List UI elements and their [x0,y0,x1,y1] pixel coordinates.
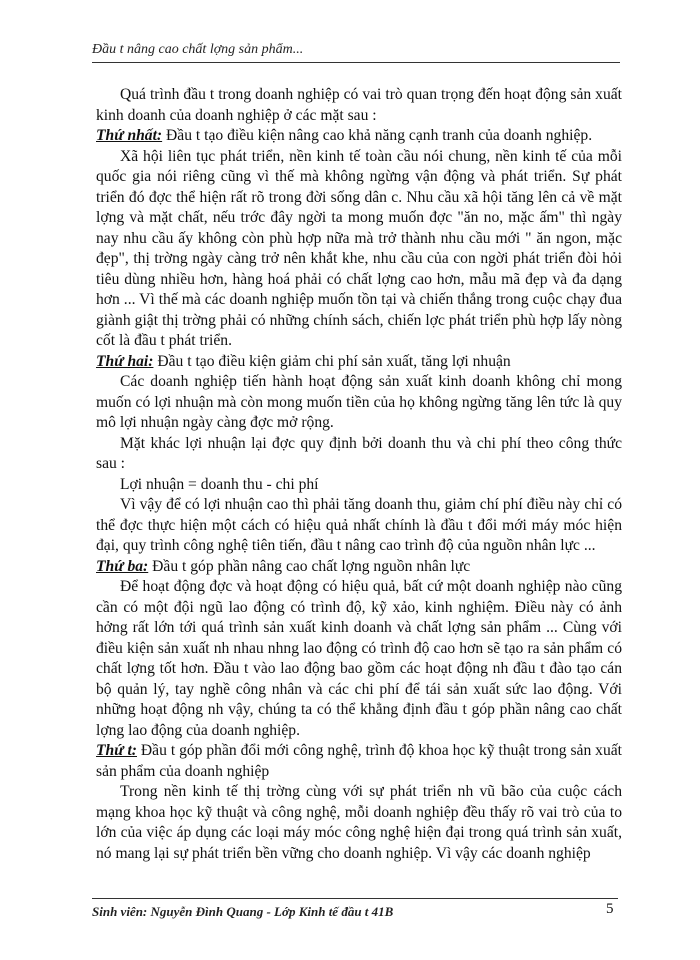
section-3-heading [96,557,622,578]
paragraph-3: Các doanh nghiệp tiến hành hoạt động sản xuất kinh doanh không chỉ mong muốn có lợi nhuận mà còn mong muốn tiền của họ không ngừng tăng lên tức là quy mô lợi nhuận ngày càng đợc mở rộng. [96,373,622,431]
paragraph-2: Xã hội liên tục phát triển, nền kinh tế toàn cầu nói chung, nền kinh tế của mỗi quốc gia nói riêng cũng vì thế mà không ngừng vận động và phát triển. Sự phát triển đó đợc thể hiện rất rõ trong đời sống dân c. Nhu cầu xã hội tăng lên cả về mặt lợng và mặt chất, nếu trớc đây ngời ta mong muốn đợc "ăn no, mặc ấm" thì ngày nay nhu cầu ấy không còn phù hợp nữa mà trở thành nhu cầu mới " ăn ngon, mặc đẹp", thị trờng ngày càng trở nên khắt khe, nhu cầu của con ngời phát triển đòi hỏi tiêu dùng nhiều hơn, hàng hoá phải có chất lợng cao hơn, mẫu mã đẹp và đa dạng hơn ... Vì thế mà các doanh nghiệp muốn tồn tại và chiến thắng trong cuộc chạy đua giành giật thị trờng phải có những chính sách, chiến lợc phát triển phù hợp lấy nòng cốt là đầu t phát triển. [96,147,622,349]
section-3-title: Đầu t góp phần nâng cao chất lợng nguồn nhân lực [148,557,471,575]
paragraph-4: Mặt khác lợi nhuận lại đợc quy định bởi doanh thu và chi phí theo công thức sau : [96,434,622,472]
paragraph-intro: Quá trình đầu t trong doanh nghiệp có vai trò quan trọng đến hoạt động sản xuất kinh doanh của doanh nghiệp ở các mặt sau : [96,86,622,124]
formula-line: Lợi nhuận = doanh thu - chi phí [120,475,319,493]
section-4-title: Đầu t góp phần đổi mới công nghệ, trình độ khoa học kỹ thuật trong sản xuất sản phẩm của doanh nghiệp [96,742,623,780]
section-1-lead: Thứ nhất: [96,127,163,144]
section-4-heading [96,741,622,782]
section-4-lead: Thứ t: [96,742,137,759]
section-1-heading [96,126,622,147]
paragraph-7: Để hoạt động đợc và hoạt động có hiệu quả, bất cứ một doanh nghiệp nào cũng cần có một đội ngũ lao động có trình độ, kỹ xảo, kinh nghiệm. Điều này có ảnh hởng rất lớn tới quá trình sản xuất kinh doanh và chất lợng sản phẩm ... Cùng với điều kiện sản xuất nh nhau nhng lao động có trình độ cao hơn sẽ tạo ra sản phẩm có chất lợng tốt hơn. Đầu t vào lao động bao gồm các hoạt động nh đầu t đào tạo cán bộ quản lý, tay nghề công nhân và các chi phí để tái sản xuất sức lao động. Với những hoạt động nh vậy, chúng ta có thể khẳng định đầu t góp phần nâng cao chất lợng lao động của doanh nghiệp. [96,578,622,739]
section-2-lead: Thứ hai: [96,352,154,370]
page-number: 5 [606,901,614,917]
section-1-title: Đầu t tạo điều kiện nâng cao khả năng cạnh tranh của doanh nghiệp. [162,127,593,144]
paragraph-6: Vì vậy để có lợi nhuận cao thì phải tăng doanh thu, giảm chí phí điều này chỉ có thể đợc thực hiện một cách có hiệu quả nhất chính là đầu t đổi mới máy móc hiện đại, quy trình công nghệ tiên tiến, đầu t nâng cao trình độ của nguồn nhân lực ... [96,496,622,554]
footer-author: Sinh viên: Nguyễn Đình Quang - Lớp Kinh tế đầu t 41B [92,904,394,919]
header-divider [92,62,620,63]
running-header: Đầu t nâng cao chất lợng sản phẩm... [92,42,304,57]
section-2-heading [96,352,622,373]
document-body [96,85,622,864]
footer-divider [92,898,618,899]
section-2-title: Đầu t tạo điều kiện giảm chi phí sản xuất, tăng lợi nhuận [153,352,511,370]
paragraph-8: Trong nền kinh tế thị trờng cùng với sự phát triển nh vũ bão của cuộc cách mạng khoa học kỹ thuật và công nghệ, mỗi doanh nghiệp đều thấy rõ vai trò của to lớn của việc áp dụng các loại máy móc công nghệ hiện đại trong quá trình sản xuất, nó mang lại sự phát triển bền vững cho doanh nghiệp. Vì vậy các doanh nghiệp [96,783,622,862]
section-3-lead: Thứ ba: [96,557,149,575]
